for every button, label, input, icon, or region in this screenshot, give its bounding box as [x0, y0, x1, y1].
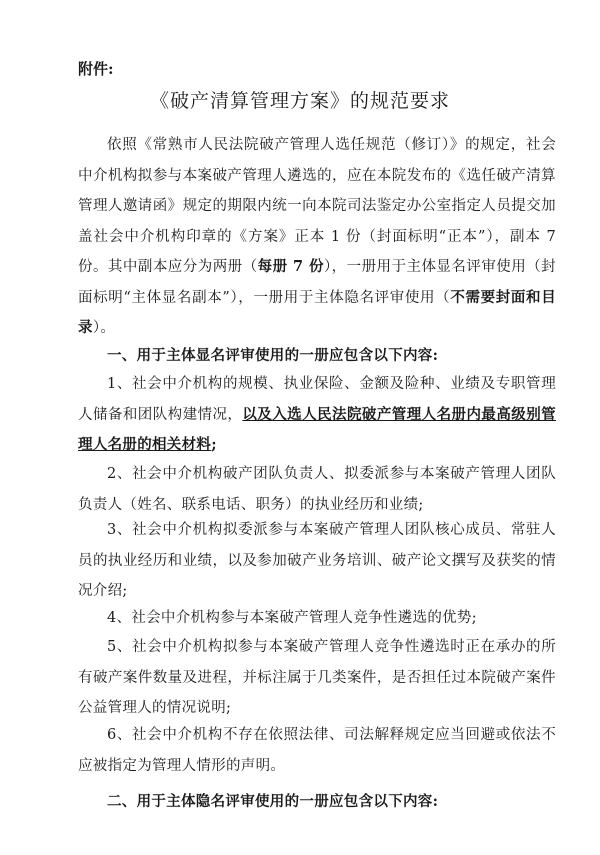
item-6: 6、社会中介机构不存在依照法律、司法解释规定应当回避或依法不应被指定为管理人情形的声明。 [78, 727, 556, 774]
item-2: 2、社会中介机构破产团队负责人、拟委派参与本案破产管理人团队负责人（姓名、联系电话、职务）的执业经历和业绩; [78, 466, 556, 513]
item-5: 5、社会中介机构拟参与本案破产管理人竞争性遴选时正在承办的所有破产案件数量及进程，并标注属于几类案件，是否担任过本院破产案件公益管理人的情况说明; [78, 639, 556, 716]
item-3: 3、社会中介机构拟委派参与本案破产管理人团队核心成员、常驻人员的执业经历和业绩，以及参加破产业务培训、破产论文撰写及获奖的情况介绍; [78, 522, 556, 599]
intro-bold-2: 不需要封面和目录 [78, 288, 556, 336]
intro-text-3: ）。 [92, 320, 116, 336]
intro-text-2: ），一册用于主体显名评审使用（封面标明“主体显名副本”），一册用于主体隐名评审使用（ [78, 259, 556, 306]
item-4: 4、社会中介机构参与本案破产管理人竞争性遴选的优势; [107, 610, 477, 626]
item-1 [78, 369, 556, 461]
section-2-heading: 二、用于主体隐名评审使用的一册应包含以下内容: [107, 793, 439, 810]
attachment-label: 附件: [78, 60, 114, 78]
intro-text-1: 依照《常熟市人民法院破产管理人选任规范（修订）》的规定，社会中介机构拟参与本案破产管理人遴选的，应在本院发布的《选任破产清算管理人邀请函》规定的期限内统一向本院司法鉴定办公室指定人员提交加盖社会中介机构印章的《方案》正本 1 份（封面标明“正本”），副本 7 份。其中副本应分为两册（ [78, 137, 556, 275]
item-1-text: 1、社会中介机构的规模、执业保险、金额及险种、业绩及专职管理人储备和团队构建情况， [78, 376, 556, 423]
item-1-underlined: 以及入选人民法院破产管理人名册内最高级别管理人名册的相关材料 [78, 405, 556, 453]
section-1-heading: 一、用于主体显名评审使用的一册应包含以下内容: [107, 347, 439, 364]
intro-bold-1: 每册 7 份 [257, 258, 324, 275]
item-1-tail: ; [211, 436, 217, 453]
intro-paragraph [78, 130, 556, 344]
document-title: 《破产清算管理方案》的规范要求 [149, 90, 450, 112]
